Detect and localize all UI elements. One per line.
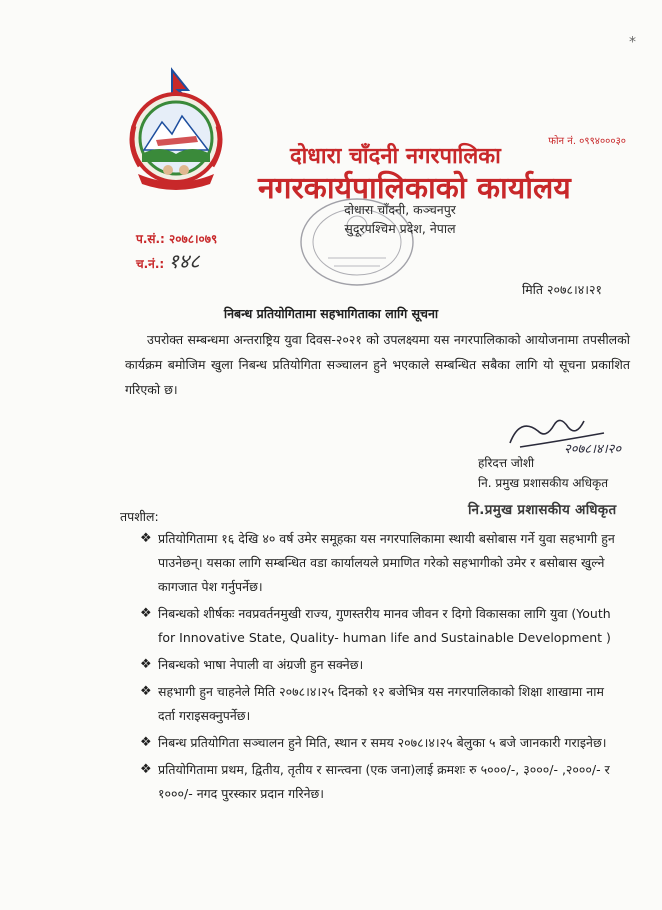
list-item-text: निबन्धको शीर्षकः नवप्रवर्तनमुखी राज्य, गुणस्तरीय मानव जीवन र दिगो विकासका लागि युवा (Youth for Innovative State, Quality- human life and Sustainable Development ) — [158, 606, 611, 645]
list-item — [140, 680, 618, 728]
patra-sankhya: प.सं.: २०७८।०७९ — [136, 232, 218, 246]
signer-role: नि. प्रमुख प्रशासकीय अधिकृत — [478, 476, 609, 490]
bullet-icon: ❖ — [140, 735, 152, 750]
list-item-text: निबन्ध प्रतियोगिता सञ्चालन हुने मिति, स्थान र समय २०७८।४।२५ बेलुका ५ बजे जानकारी गराइनेछ। — [158, 735, 607, 750]
designation-stamp: नि.प्रमुख प्रशासकीय अधिकृत — [468, 502, 617, 518]
phone-number: फोन नं. ०९९४०००३० — [548, 136, 626, 147]
details-label: तपशील: — [120, 509, 159, 524]
list-item-text: निबन्धको भाषा नेपाली वा अंग्रजी हुन सक्नेछ। — [158, 657, 364, 672]
handwritten-signature-icon — [480, 407, 650, 457]
bullet-icon: ❖ — [140, 657, 152, 672]
chalani-label: च.नं.: — [136, 257, 165, 271]
bullet-icon: ❖ — [140, 684, 152, 699]
list-item — [140, 758, 618, 806]
chalani-handwritten-number: १४८ — [168, 249, 200, 273]
letter-subject: निबन्ध प्रतियोगितामा सहभागिताका लागि सूचना — [223, 306, 439, 321]
corner-mark: ⁎ — [629, 30, 636, 46]
list-item — [140, 527, 618, 599]
address-line-2: सुदूरपश्चिम प्रदेश, नेपाल — [344, 221, 456, 236]
municipality-name: दोधारा चाँदनी नगरपालिका — [290, 144, 501, 169]
list-item — [140, 653, 618, 677]
list-item — [140, 731, 618, 755]
letter-body: उपरोक्त सम्बन्धमा अन्तराष्ट्रिय युवा दिवस-२०२१ को उपलक्ष्यमा यस नगरपालिकाको आयोजनामा तपसीलको कार्यक्रम बमोजिम खुला निबन्ध प्रतियोगिता सञ्चालन हुने भएकाले सम्बन्धित सबैका लागि यो सूचना प्रकाशित गरिएको छ। — [125, 332, 630, 397]
list-item-text: सहभागी हुन चाहनेले मिति २०७८।४।२५ दिनको १२ बजेभित्र यस नगरपालिकाको शिक्षा शाखामा नाम दर्ता गराइसक्नुपर्नेछ। — [158, 684, 604, 723]
office-name: नगरकार्यपालिकाको कार्यालय — [258, 171, 571, 206]
letter-date: मिति २०७८।४।२१ — [521, 282, 602, 297]
chalani-number — [136, 250, 217, 275]
nepal-emblem-icon — [120, 66, 232, 194]
signature-date: २०७८।४।२० — [564, 442, 622, 457]
address-line-1: दोधारा चाँदनी, कञ्चनपुर — [344, 202, 456, 217]
details-list — [140, 527, 618, 809]
bullet-icon: ❖ — [140, 762, 152, 777]
office-address — [300, 200, 500, 238]
bullet-icon: ❖ — [140, 531, 152, 546]
list-item — [140, 602, 618, 650]
list-item-text: प्रतियोगितामा १६ देखि ४० वर्ष उमेर समूहका यस नगरपालिकामा स्थायी बसोबास गर्ने युवा सहभागी हुन पाउनेछन्। यसका लागि सम्बन्धित वडा कार्यालयले प्रमाणित गरेको सहभागीको उमेर र बसोबास खुल्ने कागजात पेश गर्नुपर्नेछ। — [158, 531, 615, 594]
signer-name: हरिदत्त जोशी — [478, 456, 535, 470]
reference-numbers — [136, 228, 217, 275]
list-item-text: प्रतियोगितामा प्रथम, द्वितीय, तृतीय र सान्त्वना (एक जना)लाई क्रमशः रु ५०००/-, ३०००/- ,२०००/- र १०००/- नगद पुरस्कार प्रदान गरिनेछ। — [158, 762, 610, 801]
bullet-icon: ❖ — [140, 606, 152, 621]
